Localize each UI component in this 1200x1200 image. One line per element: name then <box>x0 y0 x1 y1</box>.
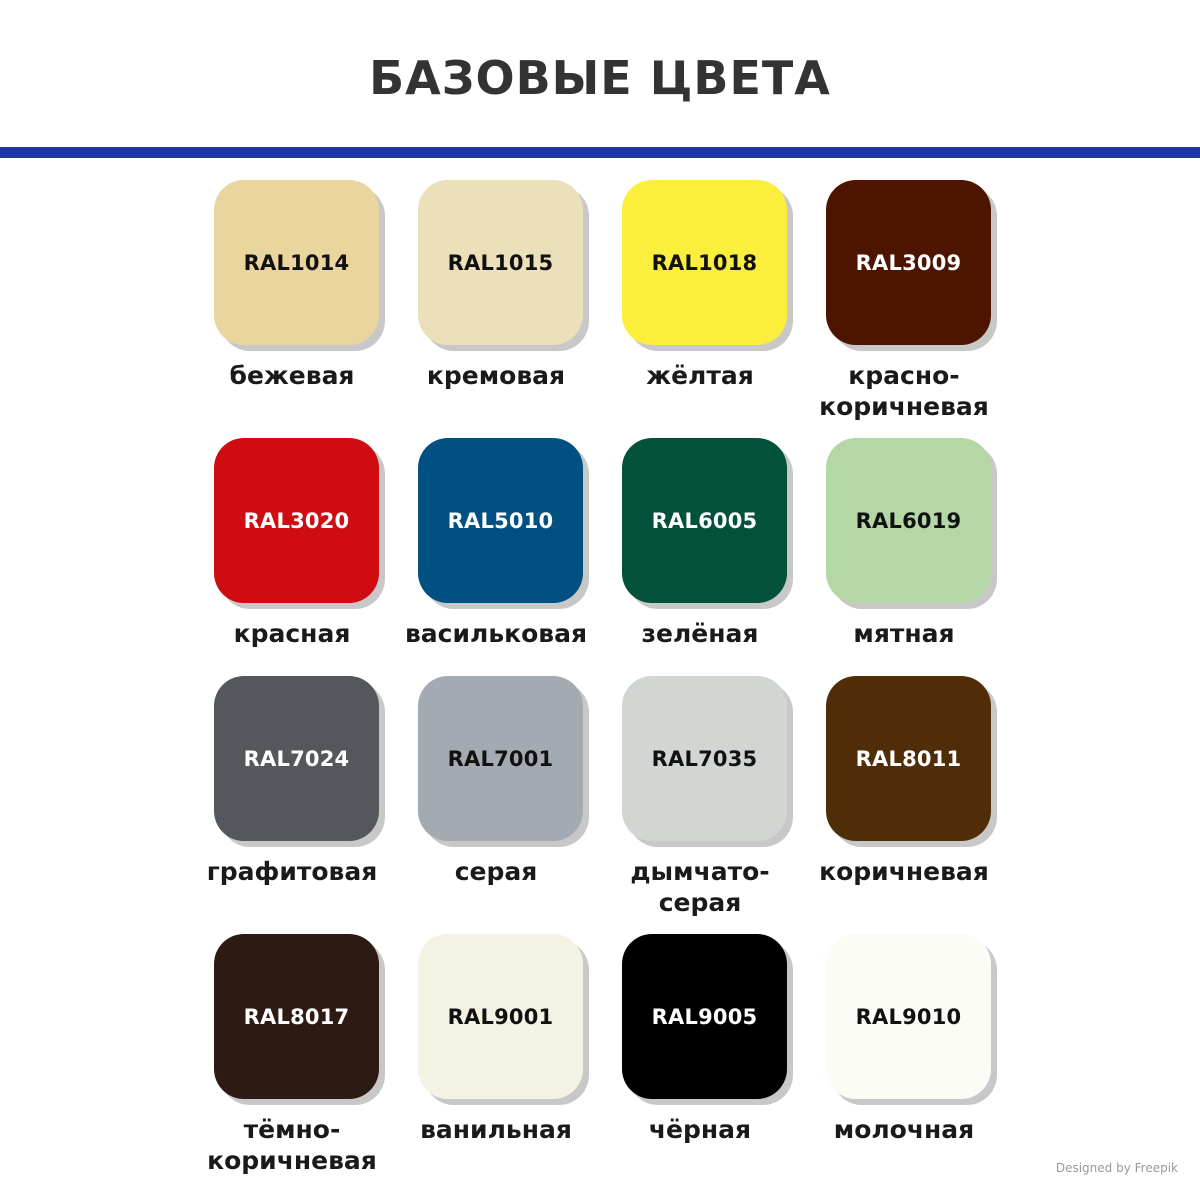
color-name: красная <box>233 619 351 648</box>
ral-code: RAL6005 <box>651 508 758 533</box>
color-swatch <box>826 934 991 1099</box>
ral-code: RAL1015 <box>447 250 554 275</box>
ral-code: RAL1018 <box>651 250 758 275</box>
color-swatch <box>826 180 991 345</box>
color-swatch <box>214 438 379 603</box>
ral-code: RAL3009 <box>855 250 962 275</box>
swatch-item <box>598 934 802 1179</box>
color-name: серая <box>454 857 538 886</box>
ral-code: RAL3020 <box>243 508 350 533</box>
ral-code: RAL8011 <box>855 746 962 771</box>
color-name: бежевая <box>229 361 355 390</box>
ral-code: RAL9001 <box>447 1004 554 1029</box>
color-name: коричневая <box>819 857 989 886</box>
color-name: мятная <box>853 619 955 648</box>
swatch-item <box>190 180 394 438</box>
swatch-item <box>190 438 394 676</box>
ral-code: RAL7035 <box>651 746 758 771</box>
swatch-item <box>802 438 1006 676</box>
swatch-item <box>802 676 1006 934</box>
color-name: красно- коричневая <box>819 361 989 421</box>
color-swatch <box>622 676 787 841</box>
color-swatch <box>214 180 379 345</box>
ral-code: RAL6019 <box>855 508 962 533</box>
swatch-item <box>802 934 1006 1179</box>
color-swatch <box>622 934 787 1099</box>
swatch-item <box>598 676 802 934</box>
color-swatch <box>418 180 583 345</box>
swatch-grid <box>190 180 1010 1179</box>
color-name: васильковая <box>404 619 588 648</box>
swatch-item <box>394 676 598 934</box>
color-swatch <box>622 438 787 603</box>
ral-code: RAL8017 <box>243 1004 350 1029</box>
color-swatch <box>214 934 379 1099</box>
color-swatch <box>418 676 583 841</box>
ral-code: RAL7001 <box>447 746 554 771</box>
color-name: зелёная <box>641 619 759 648</box>
ral-code: RAL7024 <box>243 746 350 771</box>
title-divider <box>0 147 1200 158</box>
color-swatch <box>826 676 991 841</box>
credit-text: Designed by Freepik <box>1055 1161 1178 1175</box>
ral-code: RAL5010 <box>447 508 554 533</box>
color-name: ванильная <box>420 1115 572 1144</box>
ral-code: RAL9005 <box>651 1004 758 1029</box>
color-name: кремовая <box>426 361 566 390</box>
color-name: жёлтая <box>646 361 754 390</box>
color-swatch <box>826 438 991 603</box>
color-name: графитовая <box>206 857 378 886</box>
swatch-item <box>394 438 598 676</box>
swatch-item <box>598 438 802 676</box>
page-title: БАЗОВЫЕ ЦВЕТА <box>369 51 831 105</box>
swatch-item <box>802 180 1006 438</box>
swatch-item <box>190 676 394 934</box>
color-swatch <box>214 676 379 841</box>
color-swatch <box>418 934 583 1099</box>
color-name: тёмно- коричневая <box>207 1115 377 1175</box>
swatch-item <box>394 180 598 438</box>
swatch-item <box>394 934 598 1179</box>
color-name: молочная <box>833 1115 975 1144</box>
swatch-item <box>598 180 802 438</box>
ral-code: RAL1014 <box>243 250 350 275</box>
color-swatch <box>418 438 583 603</box>
swatch-item <box>190 934 394 1179</box>
color-name: дымчато- серая <box>630 857 770 917</box>
ral-code: RAL9010 <box>855 1004 962 1029</box>
color-name: чёрная <box>648 1115 752 1144</box>
color-swatch <box>622 180 787 345</box>
